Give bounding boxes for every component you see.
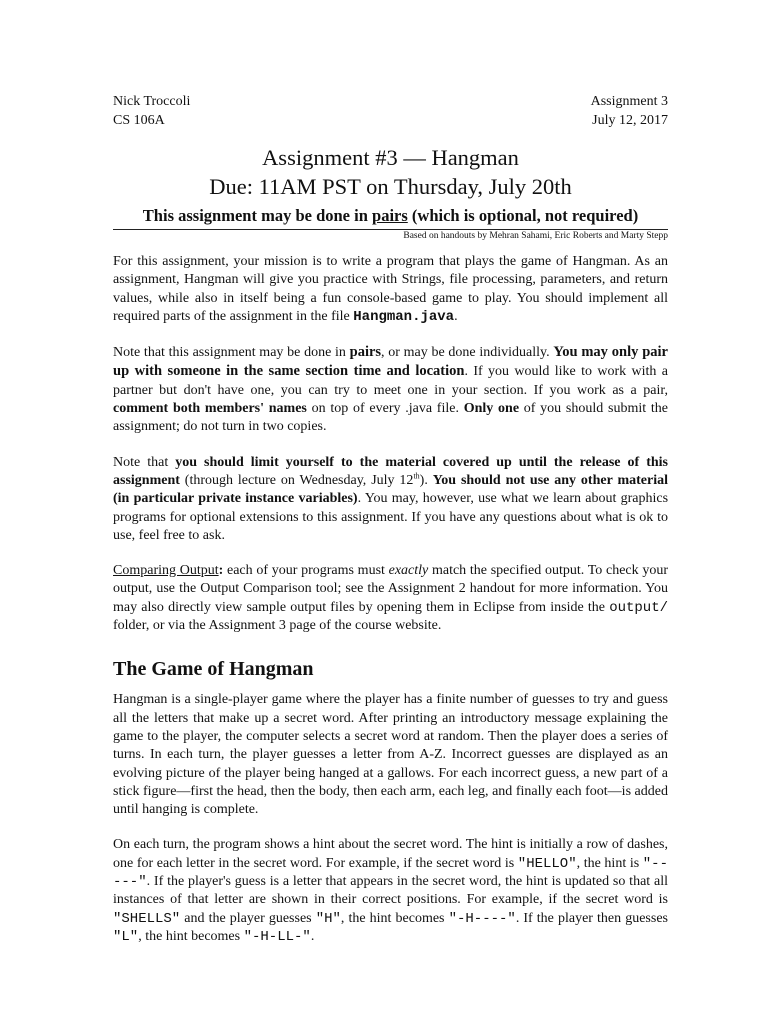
pairs-text-c: , or may be done individually. [381, 345, 554, 361]
course-name: CS 106A [113, 113, 165, 128]
hint-end: . [310, 928, 315, 944]
assignment-number: Assignment 3 [590, 94, 668, 109]
hint-text-m: , the hint becomes [138, 928, 244, 944]
material-limit-bold: you should limit yourself to the material covered up until the release of this assignment [113, 454, 668, 488]
word-hello: "HELLO" [517, 855, 577, 872]
game-description-paragraph: Hangman is a single-player game where the player has a finite number of guesses to try and guess all the letters that make up a secret word. After printing an introductory message explaining the game to the player, the computer selects a secret word at random. Then the player does a series of turns. In each turn, the player guesses a letter from A-Z. Incorrect guesses are displayed as an evolving picture of the player being hanged at a gallows. For each incorrect guess, a new part of a stick figure—first the head, then the body, then each arm, each leg, and finally each foot—is added until hanging is complete. [113, 692, 668, 818]
comparing-output-label: Comparing Output [113, 563, 219, 579]
material-other-bold: You should not use any other material (in particular private instance variables) [113, 472, 668, 507]
subtitle-text: This assignment may be done in [142, 206, 373, 225]
pairs-bold: pairs [349, 344, 382, 361]
word-shells: "SHELLS" [113, 910, 181, 927]
exactly-italic: exactly [388, 563, 429, 579]
hint-h: "-H----" [448, 910, 516, 927]
hint-text-k: . If the player then guesses [515, 910, 668, 926]
hint-text-e: . If the player's guess is a letter that appears in the secret word, the hint is updated so that all instances of that letter are shown in their correct positions. For example, if the secret word is [113, 874, 668, 908]
document-title: Assignment #3 — Hangman [262, 145, 519, 170]
only-one-bold: Only one [463, 401, 520, 417]
hint-text-a: On each turn, the program shows a hint about the secret word. The hint is initially a row of dashes, one for each letter in the secret word. For example, if the secret word is [113, 837, 668, 871]
hint-dashes: "-----" [113, 855, 668, 891]
hint-paragraph [113, 836, 668, 946]
pairs-paragraph [113, 343, 668, 436]
hint-text-g: and the player guesses [180, 910, 316, 926]
output-paragraph [113, 562, 668, 635]
section-heading: The Game of Hangman [113, 658, 314, 681]
output-text-g: folder, or via the Assignment 3 page of the course website. [113, 618, 442, 634]
subtitle-pairs: pairs [372, 206, 408, 225]
handout-date: July 12, 2017 [592, 113, 668, 128]
document-page [113, 92, 668, 946]
pairs-text-e: . If you would like to work with a partner but don't have one, you can try to meet one in your section. If you work as a pair, [113, 364, 668, 398]
author-name: Nick Troccoli [113, 94, 191, 109]
label-colon: : [218, 563, 224, 579]
date-superscript: th [413, 471, 420, 481]
header-right [591, 92, 668, 130]
subtitle-text-end: (which is optional, not required) [407, 206, 639, 225]
material-text-a: Note that [113, 454, 176, 470]
material-text-c: (through lecture on Wednesday, July 12 [179, 472, 414, 488]
output-text-e: match the specified output. To check your output, use the Output Comparison tool; see the Assignment 2 handout for more information. You may also directly view sample output files by opening them in Eclipse from inside the [113, 563, 668, 615]
guess-h: "H" [315, 910, 341, 927]
output-text-c: each of your programs must [223, 563, 389, 579]
document-header [113, 92, 668, 130]
intro-end: . [454, 308, 458, 324]
material-paragraph [113, 454, 668, 545]
pairs-text-i: of you should submit the assignment; do not turn in two copies. [113, 401, 668, 435]
comment-names-bold: comment both members' names [113, 401, 307, 417]
pairs-rule-bold: You may only pair up with someone in the same section time and location [113, 344, 668, 380]
header-left [113, 92, 190, 130]
pairs-subtitle [113, 206, 668, 226]
pairs-text-g: on top of every .java file. [306, 401, 464, 417]
hint-h-ll: "-H-LL-" [243, 928, 311, 945]
material-text-f: . You may, however, use what we learn about graphics programs for optional extensions to this assignment. If you have any questions about what is ok to use, feel free to ask. [113, 491, 669, 543]
hint-text-i: , the hint becomes [340, 910, 449, 926]
output-folder: output/ [609, 599, 668, 616]
credit-line: Based on handouts by Mehran Sahami, Eric Roberts and Marty Stepp [403, 231, 668, 241]
intro-paragraph [113, 253, 668, 326]
intro-text: For this assignment, your mission is to write a program that plays the game of Hangman. As an assignment, Hangman will give you practice with Strings, file processing, parameters, and return values, while also in itself being a fun console-based game to play. You should implement all required parts of the assignment in the file [113, 254, 668, 324]
pairs-text-a: Note that this assignment may be done in [113, 345, 350, 361]
filename-hangman: Hangman.java [353, 308, 455, 325]
material-text-d: ). [419, 472, 433, 488]
guess-l: "L" [113, 928, 139, 945]
due-date-line: Due: 11AM PST on Thursday, July 20th [209, 174, 572, 199]
hint-text-c: , the hint is [576, 855, 643, 871]
